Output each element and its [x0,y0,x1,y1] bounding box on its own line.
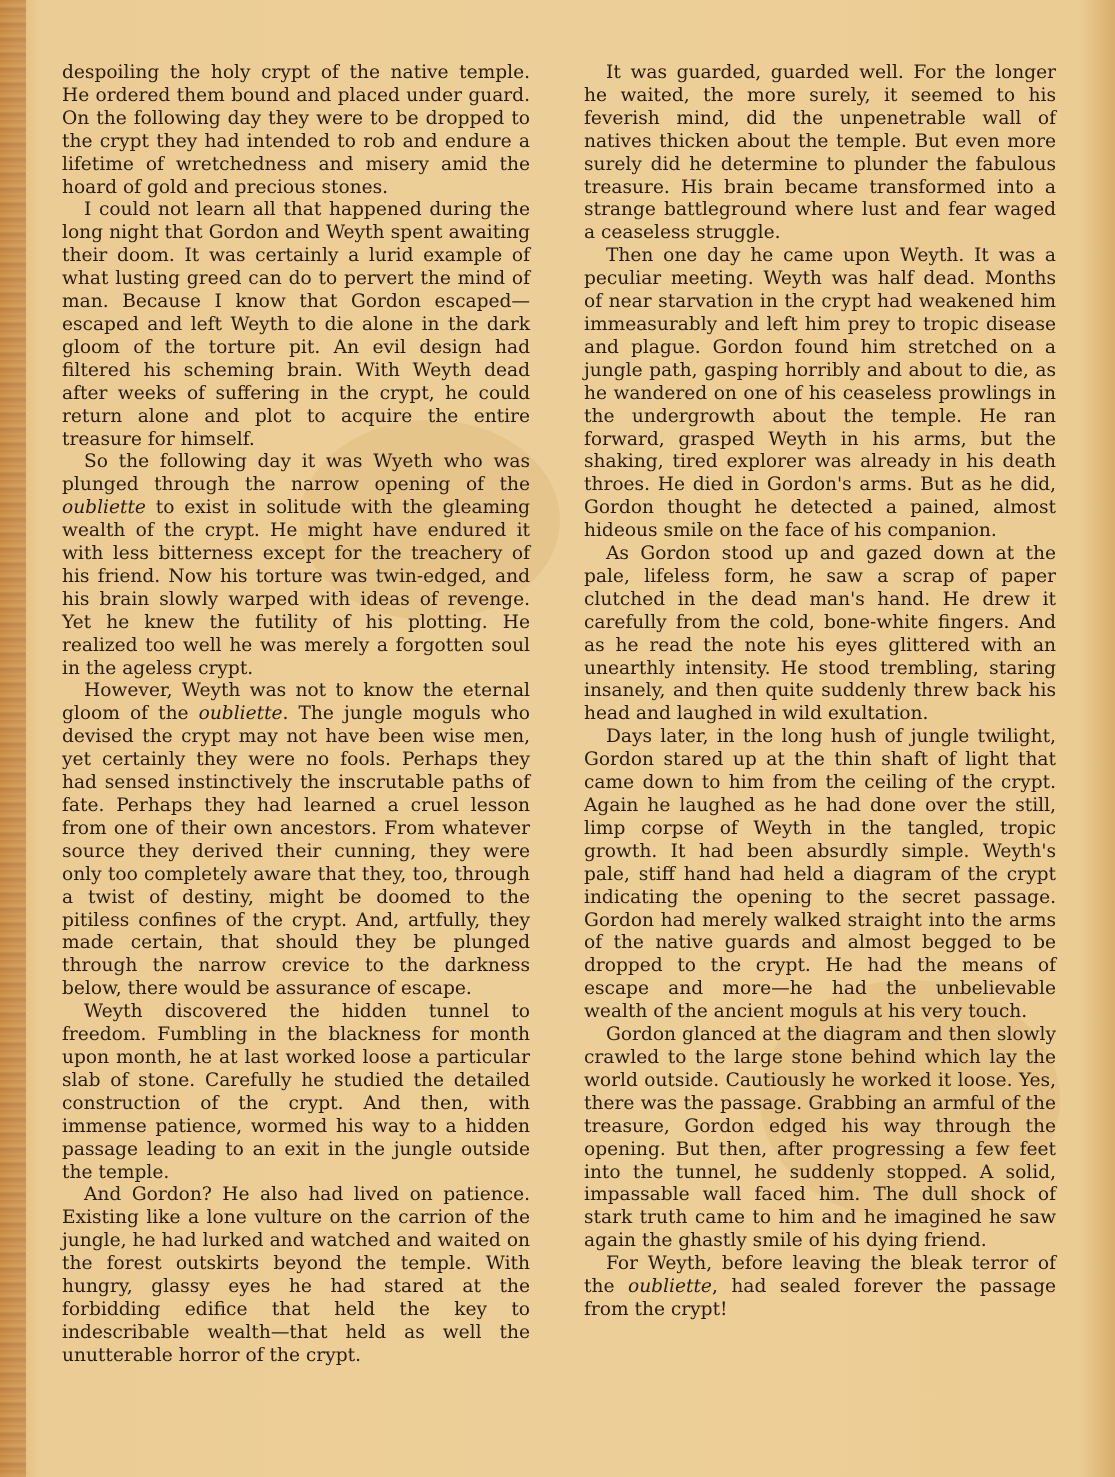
binding-edge [0,0,26,1477]
paragraph: Days later, in the long hush of jungle twilight, Gordon stared up at the thin shaft of light that came down to him from the ceiling of the crypt. Again he laughed as he had done over the still, limp corpse of Weyth in the tangled, tropic growth. It had been absurdly simple. Weyth's pale, stiff hand had held a diagram of the crypt indicating the opening to the secret passage. Gordon had merely walked straight into the arms of the native guards and almost begged to be dropped to the crypt. He had the means of escape and more—he had the unbelievable wealth of the ancient moguls at his very touch. [584,726,1056,1023]
paragraph: As Gordon stood up and gazed down at the pale, lifeless form, he saw a scrap of paper clutched in the dead man's hand. He drew it carefully from the cold, bone-white fingers. And as he read the note his eyes glittered with an unearthly intensity. He stood trembling, staring insanely, and then quite suddenly threw back his head and laughed in wild exultation. [584,543,1056,725]
paragraph: However, Weyth was not to know the eternal gloom of the oubliette. The jungle moguls who devised the crypt may not have been wise men, yet certainly they were no fools. Perhaps they had sensed instinctively the inscrutable paths of fate. Perhaps they had learned a cruel lesson from one of their own ancestors. From whatever source they derived their cunning, they were only too completely aware that they, too, through a twist of destiny, might be doomed to the pitiless confines of the crypt. And, artfully, they made certain, that should they be plunged through the narrow crevice to the darkness below, there would be assurance of escape. [62,680,530,1000]
paragraph: Weyth discovered the hidden tunnel to freedom. Fumbling in the blackness for month upon month, he at last worked loose a particular slab of stone. Carefully he studied the detailed construction of the crypt. And then, with immense patience, wormed his way to a hidden passage leading to an exit in the jungle outside the temple. [62,1001,530,1183]
paragraph: I could not learn all that happened during the long night that Gordon and Weyth spent awaiting their doom. It was certainly a lurid example of what lusting greed can do to pervert the mind of man. Because I know that Gordon escaped—escaped and left Weyth to die alone in the dark gloom of the torture pit. An evil design had filtered his scheming brain. With Weyth dead after weeks of suffering in the crypt, he could return alone and plot to acquire the entire treasure for himself. [62,199,530,450]
paragraph: It was guarded, guarded well. For the longer he waited, the more surely, it seemed to his feverish mind, did the unpenetrable wall of natives thicken about the temple. But even more surely did he determine to plunder the fabulous treasure. His brain became transformed into a strange battleground where lust and fear waged a ceaseless struggle. [584,62,1056,244]
paragraph: For Weyth, before leaving the bleak terror of the oubliette, had sealed forever the passage from the crypt! [584,1253,1056,1320]
paragraph: So the following day it was Wyeth who was plunged through the narrow opening of the oubliette to exist in solitude with the gleaming wealth of the crypt. He might have endured it with less bitterness except for the treachery of his friend. Now his torture was twin-edged, and his brain slowly warped with ideas of revenge. Yet he knew the futility of his plotting. He realized too well he was merely a forgotten soul in the ageless crypt. [62,451,530,679]
paragraph: Gordon glanced at the diagram and then slowly crawled to the large stone behind which lay the world outside. Cautiously he worked it loose. Yes, there was the passage. Grabbing an armful of the treasure, Gordon edged his way through the opening. But then, after progressing a few feet into the tunnel, he suddenly stopped. A solid, impassable wall faced him. The dull shock of stark truth came to him and he imagined he saw again the ghastly smile of his dying friend. [584,1024,1056,1252]
left-text-column [62,62,530,1368]
paragraph: And Gordon? He also had lived on patience. Existing like a lone vulture on the carrion of the jungle, he had lurked and watched and waited on the forest outskirts beyond the temple. With hungry, glassy eyes he had stared at the forbidding edifice that held the key to indescribable wealth—that held as well the unutterable horror of the crypt. [62,1184,530,1366]
paragraph: despoiling the holy crypt of the native temple. He ordered them bound and placed under guard. On the following day they were to be dropped to the crypt they had intended to rob and endure a lifetime of wretchedness and misery amid the hoard of gold and precious stones. [62,62,530,198]
right-text-column [584,62,1056,1322]
paragraph: Then one day he came upon Weyth. It was a peculiar meeting. Weyth was half dead. Months of near starvation in the crypt had weakened him immeasurably and left him prey to tropic disease and plague. Gordon found him stretched on a jungle path, gasping horribly and about to die, as he wandered on one of his ceaseless prowlings in the undergrowth about the temple. He ran forward, grasped Weyth in his arms, but the shaking, tired explorer was already in his death throes. He died in Gordon's arms. But as he did, Gordon thought he detected a pained, almost hideous smile on the face of his companion. [584,245,1056,542]
